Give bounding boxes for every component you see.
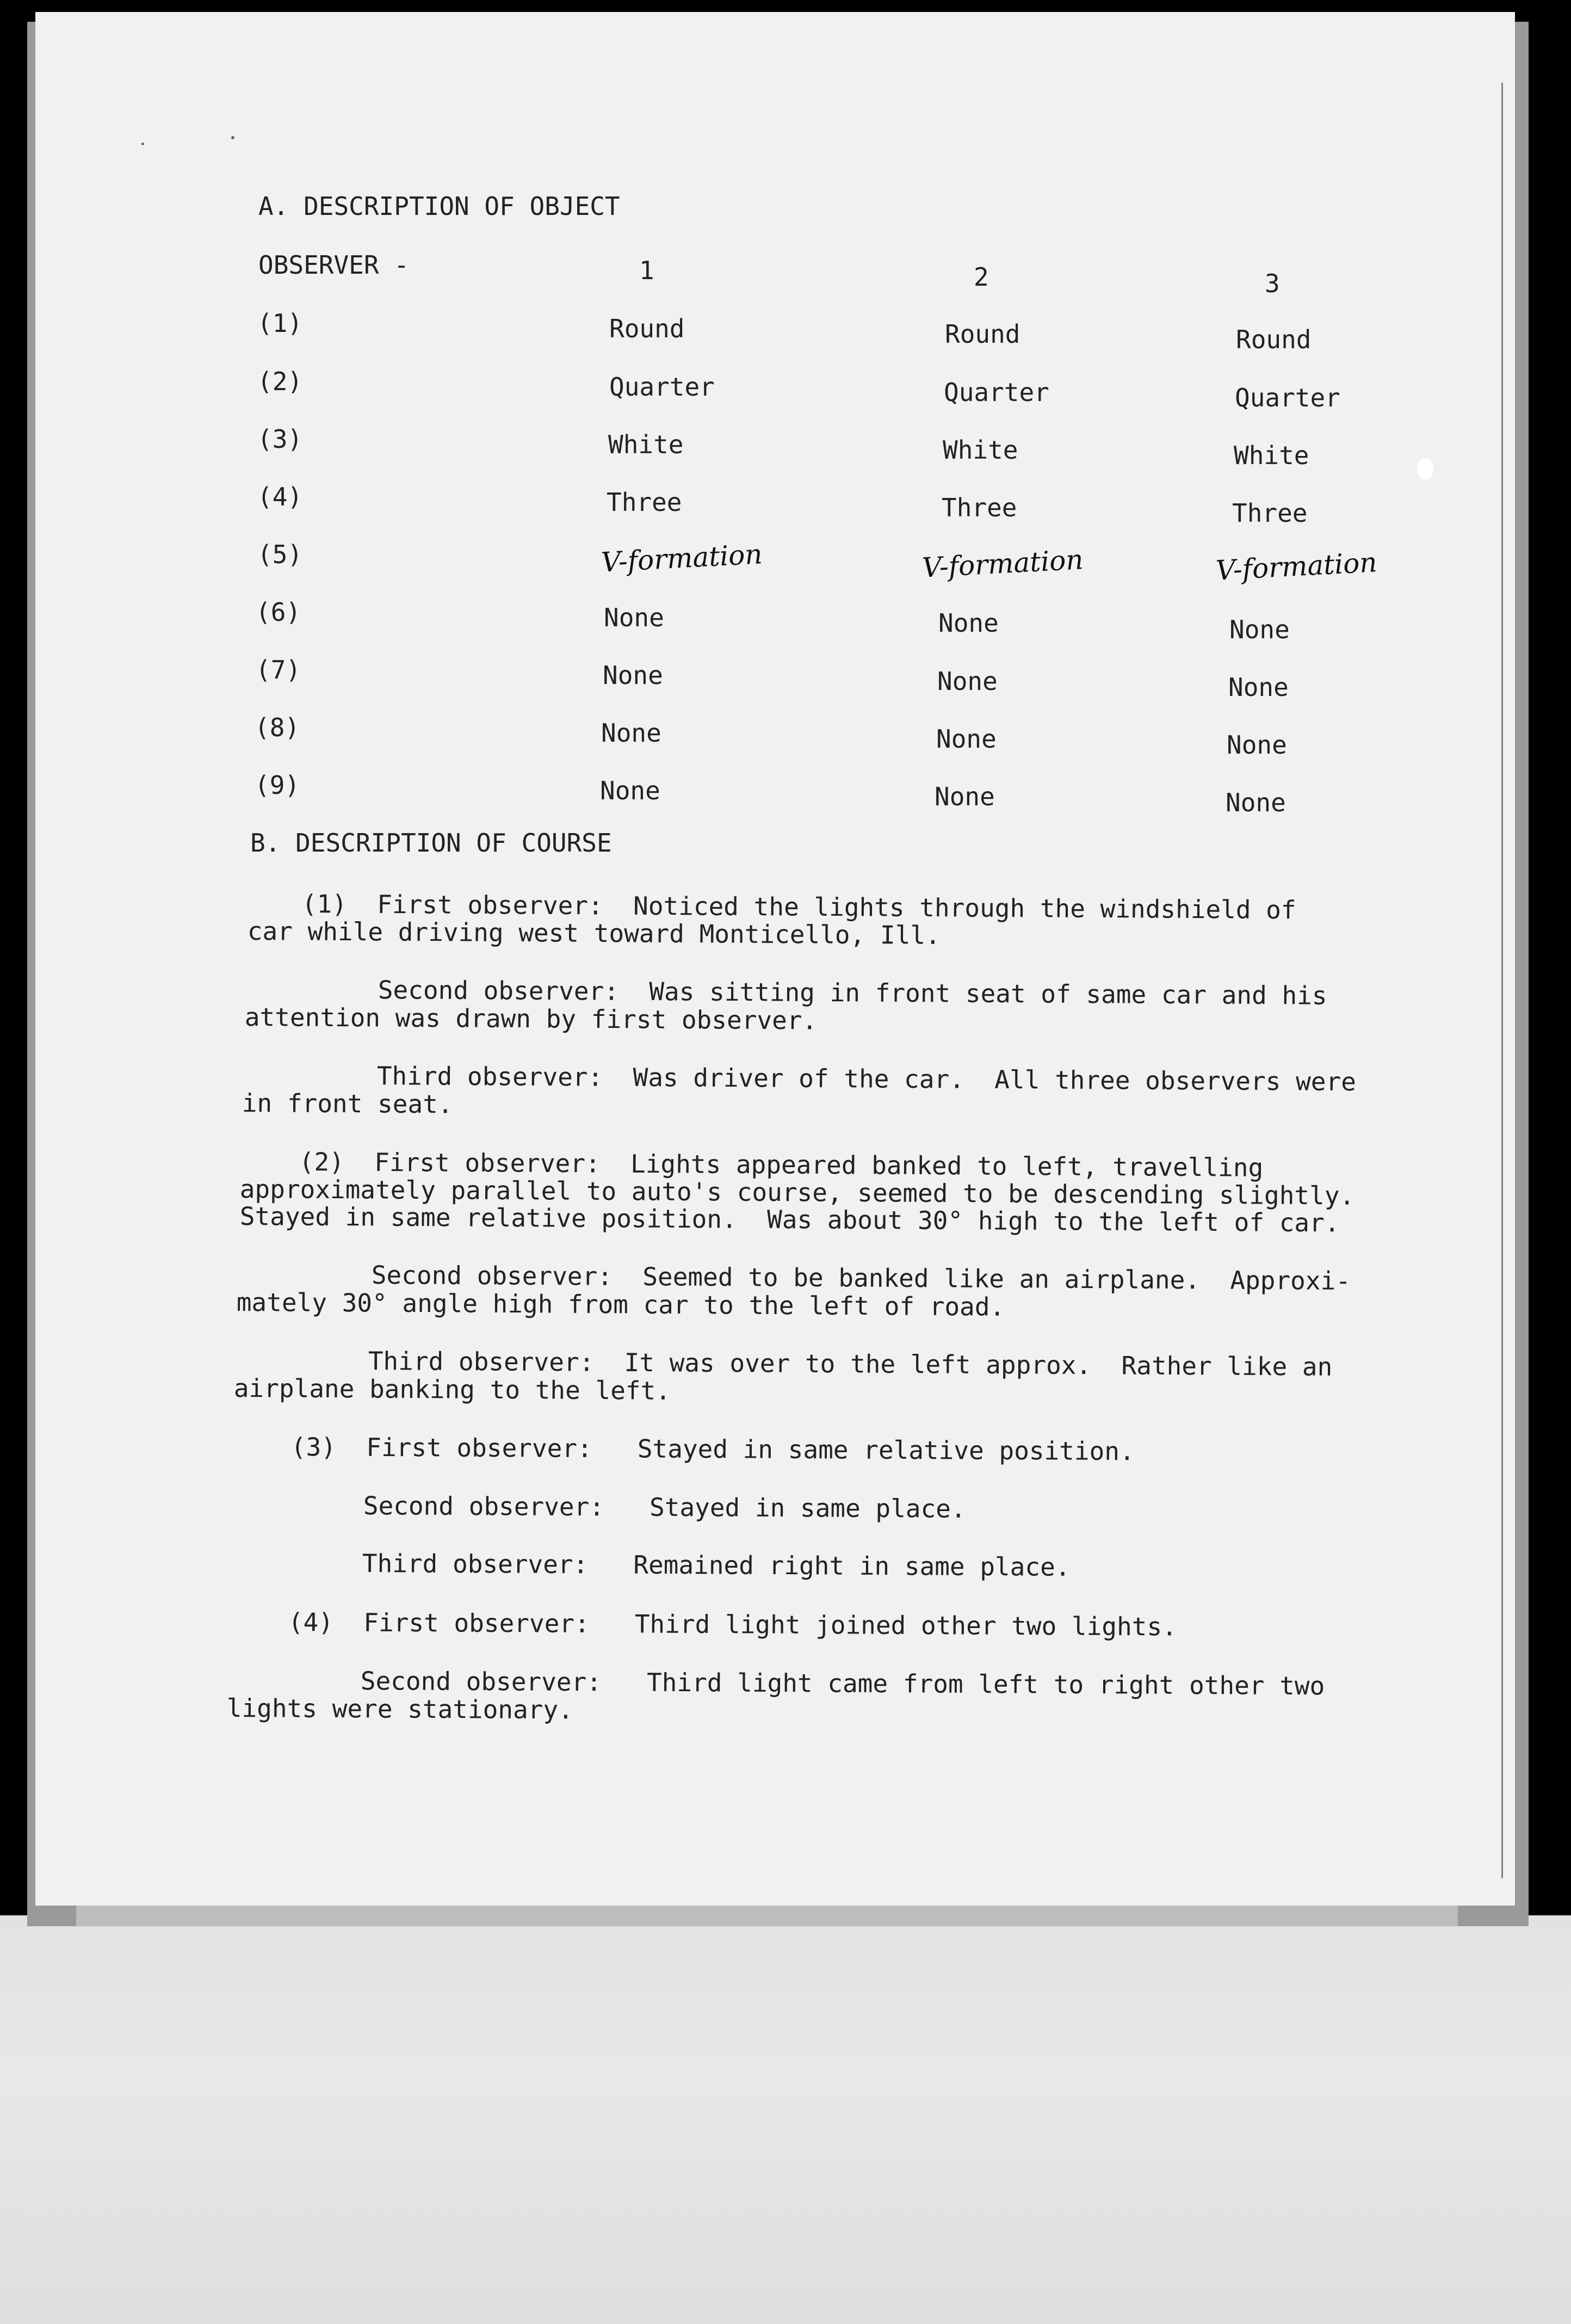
paragraph-line: Second observer: Third light came from left to right other two — [360, 1666, 1325, 1701]
cell: White — [608, 430, 684, 459]
cell: None — [604, 603, 664, 632]
row-number: (3) — [257, 424, 303, 454]
column-header-3: 3 — [1265, 269, 1280, 298]
cell: None — [601, 718, 661, 748]
cell: None — [938, 608, 999, 638]
row-number: (2) — [257, 367, 303, 396]
column-header-1: 1 — [639, 256, 654, 285]
cell: Three — [607, 488, 682, 517]
cell: Three — [1232, 498, 1308, 528]
paragraph-line: (3) First observer: Stayed in same relative position. — [290, 1432, 1135, 1466]
cell: Round — [1236, 325, 1312, 354]
cell: White — [1234, 441, 1309, 470]
cell: None — [1228, 673, 1289, 702]
cell: Quarter — [944, 378, 1049, 407]
section-b-heading: B. DESCRIPTION OF COURSE — [250, 828, 612, 858]
paragraph-line: (1) First observer: Noticed the lights through the windshield of — [301, 889, 1296, 925]
paragraph-line: car while driving west toward Monticello, Ill. — [247, 916, 941, 950]
column-header-2: 2 — [974, 262, 989, 292]
paragraph-line: Third observer: Was driver of the car. All three observers were — [376, 1061, 1357, 1096]
cell: None — [603, 661, 663, 690]
paragraph-line: Second observer: Was sitting in front seat of same car and his — [378, 975, 1327, 1010]
cell: Quarter — [609, 372, 715, 402]
observer-label: OBSERVER - — [258, 250, 409, 280]
row-number: (7) — [256, 655, 301, 685]
cell: None — [936, 724, 997, 754]
blemish — [1417, 458, 1433, 480]
paragraph-line: Second observer: Stayed in same place. — [363, 1491, 966, 1524]
paragraph-line: airplane banking to the left. — [233, 1373, 671, 1406]
handwritten-cell: V-formation — [921, 544, 1084, 584]
paragraph-line: Stayed in same relative position. Was about 30° high to the left of car. — [239, 1201, 1340, 1238]
speck — [141, 143, 144, 145]
paragraph-line: in front seat. — [242, 1088, 453, 1119]
row-number: (1) — [257, 309, 303, 338]
cell: Three — [942, 493, 1017, 522]
film-background — [0, 1915, 1571, 2324]
cell: None — [1226, 788, 1286, 817]
cell: Round — [945, 319, 1020, 349]
paragraph-line: lights were stationary. — [226, 1693, 573, 1725]
cell: None — [1227, 730, 1287, 760]
page-edge-line — [1501, 83, 1503, 1878]
paragraph-line: approximately parallel to auto's course, seemed to be descending slightly. — [239, 1174, 1355, 1211]
paragraph-line: Third observer: It was over to the left approx. Rather like an — [368, 1346, 1333, 1382]
cell: Round — [609, 314, 685, 343]
cell: None — [937, 667, 998, 696]
paragraph-line: Second observer: Seemed to be banked like an airplane. Approxi- — [371, 1260, 1351, 1296]
paragraph-line: Third observer: Remained right in same place. — [362, 1549, 1071, 1582]
cell: None — [1229, 615, 1290, 644]
cell: None — [600, 776, 660, 805]
handwritten-cell: V-formation — [1215, 546, 1378, 587]
handwritten-cell: V-formation — [600, 538, 763, 578]
cell: Quarter — [1235, 383, 1340, 412]
row-number: (6) — [256, 597, 301, 627]
paragraph-line: (4) First observer: Third light joined other two lights. — [288, 1607, 1177, 1642]
paragraph-line: (2) First observer: Lights appeared banked to left, travelling — [299, 1147, 1264, 1182]
paragraph-line: attention was drawn by first observer. — [244, 1002, 818, 1035]
row-number: (9) — [255, 770, 300, 800]
document-page — [35, 12, 1515, 1906]
paragraph-line: mately 30° angle high from car to the left of road. — [236, 1287, 1005, 1322]
row-number: (8) — [255, 713, 300, 742]
row-number: (4) — [257, 482, 303, 511]
speck — [231, 136, 234, 139]
row-number: (5) — [257, 540, 303, 569]
cell: White — [943, 435, 1018, 465]
section-a-heading: A. DESCRIPTION OF OBJECT — [258, 192, 620, 221]
cell: None — [935, 782, 995, 811]
